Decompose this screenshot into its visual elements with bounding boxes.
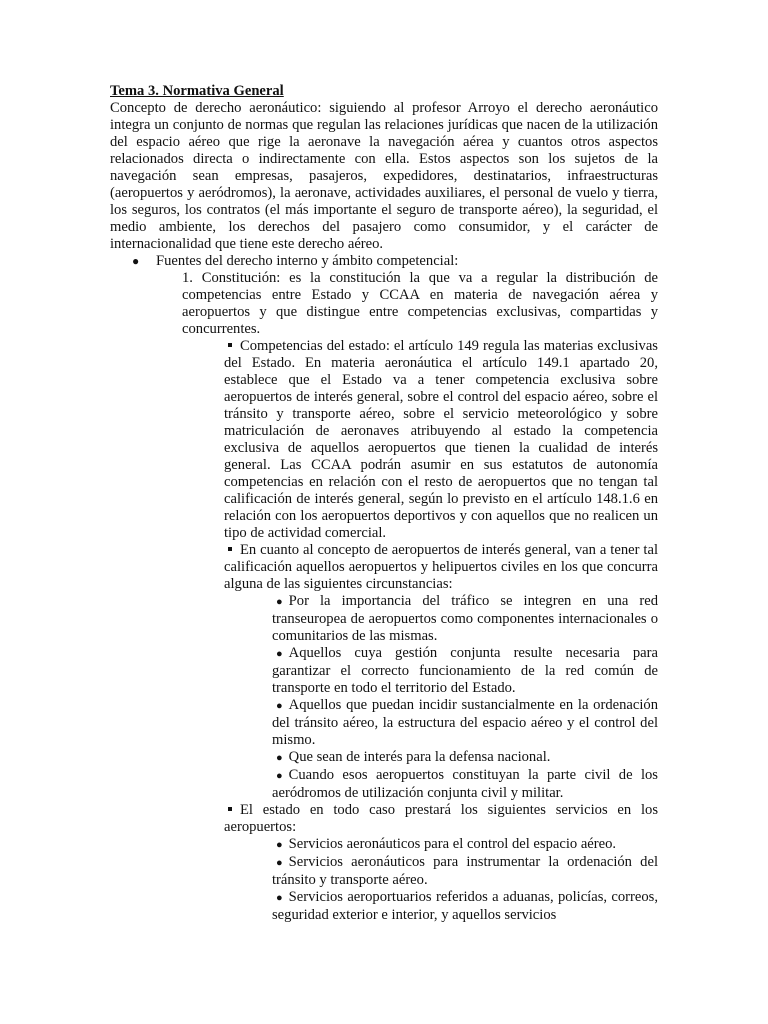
circunstancia-item [272,697,658,749]
competencias-text: Competencias del estado: el artículo 149 regula las materias exclusivas del Estado. En materia aeronáutica el artículo 149.1 apartado 20, establece que el Estado va a tener competencia exclusiva sobre aeropuertos de interés general, sobre el control del espacio aéreo, sobre el tránsito y transporte aéreo, sobre el servicio meteorológico y sobre matriculación de aeronaves atribuyendo al estado la competencia exclusiva de aquellos aeropuertos que tienen la cualidad de interés general. Las CCAA podrán asumir en sus estatutos de autonomía competencias en relación con el resto de aeropuertos que no tengan tal calificación de interés general, según lo previsto en el artículo 148.1.6 en relación con los aeropuertos deportivos y con aquellos que no realicen un tipo de actividad comercial. [224,338,658,541]
circunstancia-text: Por la importancia del tráfico se integren en una red transeuropea de aeropuertos como componentes internacionales o comunitarios de las mismas. [272,593,658,644]
intro-paragraph: Concepto de derecho aeronáutico: siguiendo al profesor Arroyo el derecho aeronáutico integra un conjunto de normas que regulan las relaciones jurídicas que nacen de la utilización del espacio aéreo que rige la aeronave la navegación aérea y cuantos otros aspectos relacionados directa o indirectamente con ella. Estos aspectos son los sujetos de la navegación sean empresas, pasajeros, expedidores, destinatarios, infraestructuras (aeropuertos y aeródromos), la aeronave, actividades auxiliares, el personal de vuelo y tierra, los seguros, los contratos (el más importante el seguro de transporte aéreo), la seguridad, el medio ambiente, los derechos del pasajero como consumidor, y el carácter de internacionalidad que tiene este derecho aéreo. [110,100,658,252]
document-page [110,83,658,924]
servicio-text: Servicios aeroportuarios referidos a aduanas, policías, correos, seguridad exterior e interior, y aquellos servicios [272,889,658,923]
bullet-fuentes [132,253,658,270]
square-bullet-icon [228,807,232,811]
circunstancia-text: Aquellos que puedan incidir sustancialmente en la ordenación del tránsito aéreo, la estructura del espacio aéreo y el control del mismo. [272,697,658,748]
servicio-text: Servicios aeronáuticos para instrumentar la ordenación del tránsito y transporte aéreo. [272,854,658,888]
bullet-dot-icon: ● [132,254,140,268]
servicios-text: El estado en todo caso prestará los siguientes servicios en los aeropuertos: [224,802,658,835]
circunstancia-text: Cuando esos aeropuertos constituyan la parte civil de los aeródromos de utilización conjunta civil y militar. [272,767,658,801]
circunstancia-text: Aquellos cuya gestión conjunta resulte necesaria para garantizar el correcto funcionamiento de la red común de transporte en todo el territorio del Estado. [272,645,658,696]
servicio-item [272,836,658,854]
servicio-item [272,854,658,889]
dot-bullet-icon: ● [276,839,283,851]
square-bullet-icon [228,547,232,551]
circunstancia-item [272,767,658,802]
dot-bullet-icon: ● [276,770,283,782]
servicio-item [272,889,658,924]
circunstancia-item [272,645,658,697]
interes-general-text: En cuanto al concepto de aeropuertos de interés general, van a tener tal calificación aquellos aeropuertos y helipuertos civiles en los que concurra alguna de las siguientes circunstancias: [224,542,658,592]
document-title: Tema 3. Normativa General [110,83,284,99]
competencias-item [224,338,658,542]
servicio-text: Servicios aeronáuticos para el control del espacio aéreo. [288,836,617,852]
interes-general-item [224,542,658,593]
circunstancia-item [272,749,658,767]
dot-bullet-icon: ● [276,752,283,764]
constitucion-paragraph: 1. Constitución: es la constitución la que va a regular la distribución de competencias entre Estado y CCAA en materia de navegación aérea y aeropuertos y que distingue entre competencias exclusivas, compartidas y concurrentes. [182,270,658,337]
servicios-item [224,802,658,836]
dot-bullet-icon: ● [276,596,283,608]
dot-bullet-icon: ● [276,700,283,712]
dot-bullet-icon: ● [276,892,283,904]
circunstancia-text: Que sean de interés para la defensa nacional. [288,749,551,765]
square-bullet-icon [228,343,232,347]
bullet-fuentes-text: Fuentes del derecho interno y ámbito competencial: [156,253,459,269]
circunstancia-item [272,593,658,645]
dot-bullet-icon: ● [276,648,283,660]
dot-bullet-icon: ● [276,857,283,869]
